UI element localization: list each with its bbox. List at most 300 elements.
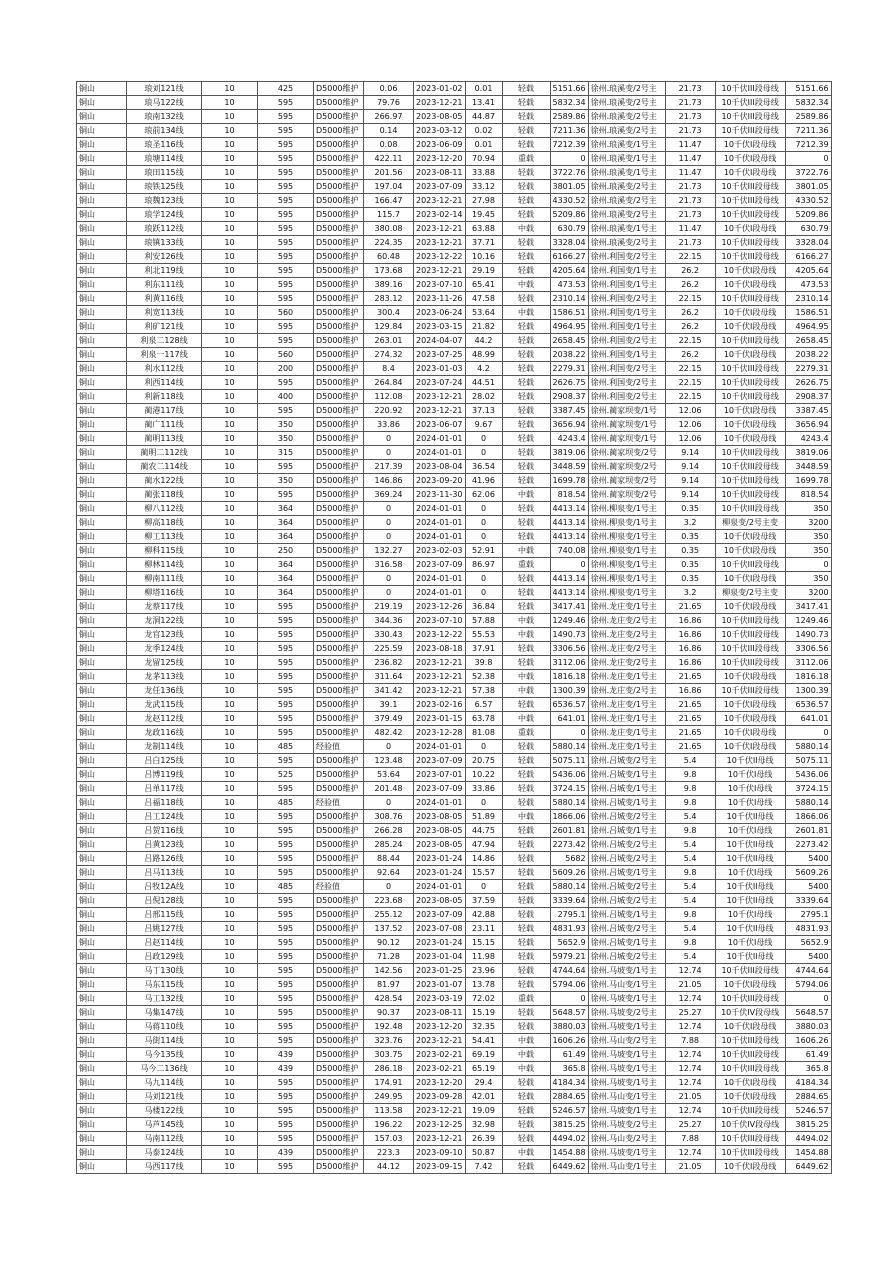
capacity-cell: 200 — [258, 362, 314, 376]
peak-current-cell: 0.08 — [364, 138, 414, 152]
line-name-cell: 利黄116线 — [127, 292, 202, 306]
peak-current-cell: 263.01 — [364, 334, 414, 348]
peak-current-cell: 266.28 — [364, 824, 414, 838]
table-body — [77, 82, 832, 1174]
capacity-cell: 595 — [258, 194, 314, 208]
area-cell: 铜山 — [77, 712, 127, 726]
available-capacity-cell: 641.01 — [785, 712, 831, 726]
line-name-cell: 马街114线 — [127, 1034, 202, 1048]
available-capacity-cell: 1454.88 — [785, 1146, 831, 1160]
load-status-cell: 轻载 — [502, 96, 550, 110]
load-status-cell: 轻载 — [502, 922, 550, 936]
source-cell: D5000维护 — [314, 404, 364, 418]
peak-date-cell: 2023-01-15 — [414, 712, 466, 726]
area-cell: 铜山 — [77, 306, 127, 320]
transformer-load-cell: 9.14 — [665, 446, 715, 460]
source-cell: D5000维护 — [314, 978, 364, 992]
peak-date-cell: 2023-08-18 — [414, 642, 466, 656]
voltage-cell: 10 — [202, 712, 258, 726]
source-cell: D5000维护 — [314, 768, 364, 782]
source-cell: D5000维护 — [314, 376, 364, 390]
transformer-cell: 徐州.马山变/1号主 — [588, 1090, 665, 1104]
load-rate-cell: 57.88 — [465, 614, 502, 628]
transformer-load-cell: 5.4 — [665, 950, 715, 964]
transformer-cell: 徐州.龙庄变/2号主 — [588, 614, 665, 628]
line-name-cell: 琅铁125线 — [127, 180, 202, 194]
source-cell: D5000维护 — [314, 572, 364, 586]
peak-current-cell: 286.18 — [364, 1062, 414, 1076]
area-cell: 铜山 — [77, 460, 127, 474]
peak-date-cell: 2023-03-19 — [414, 992, 466, 1006]
voltage-cell: 10 — [202, 614, 258, 628]
available-capacity-cell: 3112.06 — [785, 656, 831, 670]
peak-date-cell: 2023-09-15 — [414, 1160, 466, 1174]
capacity-cell: 595 — [258, 1132, 314, 1146]
area-cell: 铜山 — [77, 446, 127, 460]
area-cell: 铜山 — [77, 796, 127, 810]
peak-date-cell: 2023-07-24 — [414, 376, 466, 390]
peak-current-cell: 300.4 — [364, 306, 414, 320]
table-row — [77, 936, 832, 950]
table-row — [77, 222, 832, 236]
busbar-cell: 10千伏III段母线 — [715, 964, 785, 978]
capacity-cell: 425 — [258, 82, 314, 96]
load-status-cell: 轻载 — [502, 530, 550, 544]
line-name-cell: 吕单117线 — [127, 782, 202, 796]
load-status-cell: 轻载 — [502, 936, 550, 950]
busbar-cell: 10千伏III段母线 — [715, 642, 785, 656]
transformer-cell: 徐州.蔺家坝变/2号 — [588, 474, 665, 488]
table-row — [77, 992, 832, 1006]
transformer-cell: 徐州.柳泉变/1号主 — [588, 544, 665, 558]
table-row — [77, 208, 832, 222]
voltage-cell: 10 — [202, 334, 258, 348]
busbar-cell: 10千伏III段母线 — [715, 1048, 785, 1062]
capacity-cell: 595 — [258, 166, 314, 180]
peak-current-cell: 311.64 — [364, 670, 414, 684]
transformer-cell: 徐州.柳泉变/1号主 — [588, 530, 665, 544]
peak-date-cell: 2023-09-10 — [414, 1146, 466, 1160]
capacity-cell: 595 — [258, 824, 314, 838]
source-cell: D5000维护 — [314, 908, 364, 922]
peak-current-cell: 90.12 — [364, 936, 414, 950]
voltage-cell: 10 — [202, 726, 258, 740]
capacity-cell: 560 — [258, 348, 314, 362]
peak-date-cell: 2023-11-26 — [414, 292, 466, 306]
busbar-cell: 10千伏I母线 — [715, 768, 785, 782]
area-cell: 铜山 — [77, 698, 127, 712]
available-capacity-cell: 3656.94 — [785, 418, 831, 432]
transformer-cell: 徐州.利国变/2号主 — [588, 376, 665, 390]
capacity-cell: 350 — [258, 474, 314, 488]
capacity-cell: 485 — [258, 796, 314, 810]
transformer-load-cell: 21.73 — [665, 82, 715, 96]
area-cell: 铜山 — [77, 180, 127, 194]
transformer-cell: 徐州.马坡变/1号主 — [588, 1062, 665, 1076]
peak-current-cell: 123.48 — [364, 754, 414, 768]
load-rate-cell: 15.57 — [465, 866, 502, 880]
busbar-cell: 10千伏II母线 — [715, 838, 785, 852]
table-row — [77, 166, 832, 180]
transformer-load-cell: 11.47 — [665, 138, 715, 152]
busbar-cell: 10千伏I段母线 — [715, 740, 785, 754]
available-capacity-cell: 3339.64 — [785, 894, 831, 908]
load-rate-cell: 15.19 — [465, 1006, 502, 1020]
transformer-cell: 徐州.马坡变/1号主 — [588, 964, 665, 978]
area-cell: 铜山 — [77, 1090, 127, 1104]
busbar-cell: 10千伏I母线 — [715, 908, 785, 922]
source-cell: D5000维护 — [314, 348, 364, 362]
available-capacity-cell: 5609.26 — [785, 866, 831, 880]
peak-date-cell: 2023-12-21 — [414, 390, 466, 404]
busbar-cell: 10千伏III段母线 — [715, 250, 785, 264]
area-cell: 铜山 — [77, 488, 127, 502]
margin-cell: 4413.14 — [550, 572, 588, 586]
peak-current-cell: 0 — [364, 880, 414, 894]
load-status-cell: 中载 — [502, 488, 550, 502]
peak-current-cell: 389.16 — [364, 278, 414, 292]
line-name-cell: 蔺水122线 — [127, 474, 202, 488]
available-capacity-cell: 630.79 — [785, 222, 831, 236]
available-capacity-cell: 4494.02 — [785, 1132, 831, 1146]
table-row — [77, 306, 832, 320]
transformer-cell: 徐州.吕城变/2号主 — [588, 838, 665, 852]
peak-current-cell: 166.47 — [364, 194, 414, 208]
available-capacity-cell: 473.53 — [785, 278, 831, 292]
load-status-cell: 轻载 — [502, 194, 550, 208]
area-cell: 铜山 — [77, 138, 127, 152]
load-status-cell: 轻载 — [502, 138, 550, 152]
load-rate-cell: 0 — [465, 880, 502, 894]
busbar-cell: 10千伏III段母线 — [715, 1104, 785, 1118]
transformer-cell: 徐州.龙庄变/2号主 — [588, 656, 665, 670]
source-cell: D5000维护 — [314, 670, 364, 684]
source-cell: D5000维护 — [314, 194, 364, 208]
transformer-load-cell: 9.8 — [665, 796, 715, 810]
transformer-load-cell: 21.05 — [665, 978, 715, 992]
transformer-load-cell: 0.35 — [665, 502, 715, 516]
busbar-cell: 10千伏I段母线 — [715, 404, 785, 418]
available-capacity-cell: 4831.93 — [785, 922, 831, 936]
load-status-cell: 轻载 — [502, 124, 550, 138]
margin-cell: 4494.02 — [550, 1132, 588, 1146]
margin-cell: 2658.45 — [550, 334, 588, 348]
peak-current-cell: 115.7 — [364, 208, 414, 222]
table-row — [77, 558, 832, 572]
voltage-cell: 10 — [202, 656, 258, 670]
margin-cell: 2795.1 — [550, 908, 588, 922]
available-capacity-cell: 350 — [785, 544, 831, 558]
transformer-load-cell: 21.73 — [665, 180, 715, 194]
load-status-cell: 轻载 — [502, 320, 550, 334]
margin-cell: 5609.26 — [550, 866, 588, 880]
area-cell: 铜山 — [77, 1048, 127, 1062]
available-capacity-cell: 3328.04 — [785, 236, 831, 250]
capacity-cell: 595 — [258, 908, 314, 922]
available-capacity-cell: 5151.66 — [785, 82, 831, 96]
transformer-load-cell: 12.06 — [665, 404, 715, 418]
line-name-cell: 蔺明113线 — [127, 432, 202, 446]
transformer-cell: 徐州.利国变/2号主 — [588, 250, 665, 264]
source-cell: D5000维护 — [314, 866, 364, 880]
capacity-cell: 595 — [258, 656, 314, 670]
margin-cell: 2310.14 — [550, 292, 588, 306]
area-cell: 铜山 — [77, 656, 127, 670]
table-row — [77, 838, 832, 852]
area-cell: 铜山 — [77, 194, 127, 208]
transformer-load-cell: 16.86 — [665, 656, 715, 670]
busbar-cell: 10千伏I段母线 — [715, 138, 785, 152]
load-status-cell: 中载 — [502, 628, 550, 642]
margin-cell: 5880.14 — [550, 796, 588, 810]
margin-cell: 1454.88 — [550, 1146, 588, 1160]
capacity-cell: 595 — [258, 992, 314, 1006]
area-cell: 铜山 — [77, 782, 127, 796]
voltage-cell: 10 — [202, 1146, 258, 1160]
transformer-cell: 徐州.琅溪变/1号主 — [588, 166, 665, 180]
capacity-cell: 595 — [258, 978, 314, 992]
line-name-cell: 马芦145线 — [127, 1118, 202, 1132]
source-cell: D5000维护 — [314, 110, 364, 124]
line-name-cell: 利水112线 — [127, 362, 202, 376]
peak-date-cell: 2023-12-21 — [414, 1132, 466, 1146]
load-status-cell: 轻载 — [502, 698, 550, 712]
area-cell: 铜山 — [77, 348, 127, 362]
source-cell: D5000维护 — [314, 530, 364, 544]
load-status-cell: 轻载 — [502, 264, 550, 278]
line-name-cell: 蔺农二114线 — [127, 460, 202, 474]
table-row — [77, 348, 832, 362]
transformer-load-cell: 16.86 — [665, 642, 715, 656]
busbar-cell: 10千伏III段母线 — [715, 124, 785, 138]
peak-date-cell: 2024-04-07 — [414, 334, 466, 348]
table-row — [77, 278, 832, 292]
load-rate-cell: 37.13 — [465, 404, 502, 418]
peak-current-cell: 0.06 — [364, 82, 414, 96]
load-status-cell: 轻载 — [502, 964, 550, 978]
transformer-load-cell: 0.35 — [665, 544, 715, 558]
line-name-cell: 柳南111线 — [127, 572, 202, 586]
peak-date-cell: 2024-01-01 — [414, 432, 466, 446]
load-status-cell: 轻载 — [502, 1118, 550, 1132]
peak-current-cell: 0 — [364, 502, 414, 516]
transformer-load-cell: 22.15 — [665, 376, 715, 390]
busbar-cell: 10千伏I段母线 — [715, 1076, 785, 1090]
line-name-cell: 琅学124线 — [127, 208, 202, 222]
transformer-cell: 徐州.马坡变/1号主 — [588, 1076, 665, 1090]
source-cell: D5000维护 — [314, 782, 364, 796]
area-cell: 铜山 — [77, 572, 127, 586]
source-cell: D5000维护 — [314, 726, 364, 740]
peak-current-cell: 255.12 — [364, 908, 414, 922]
load-status-cell: 轻载 — [502, 110, 550, 124]
load-rate-cell: 10.22 — [465, 768, 502, 782]
capacity-cell: 595 — [258, 110, 314, 124]
table-row — [77, 530, 832, 544]
peak-date-cell: 2023-03-15 — [414, 320, 466, 334]
voltage-cell: 10 — [202, 194, 258, 208]
capacity-cell: 595 — [258, 936, 314, 950]
busbar-cell: 10千伏I母线 — [715, 782, 785, 796]
available-capacity-cell: 2279.31 — [785, 362, 831, 376]
peak-current-cell: 192.48 — [364, 1020, 414, 1034]
load-status-cell: 轻载 — [502, 236, 550, 250]
peak-date-cell: 2023-07-09 — [414, 754, 466, 768]
transformer-load-cell: 26.2 — [665, 348, 715, 362]
transformer-cell: 徐州.利国变/1号主 — [588, 264, 665, 278]
available-capacity-cell: 3417.41 — [785, 600, 831, 614]
peak-date-cell: 2023-07-01 — [414, 768, 466, 782]
table-row — [77, 1118, 832, 1132]
transformer-cell: 徐州.蔺家坝变/2号 — [588, 460, 665, 474]
source-cell: D5000维护 — [314, 446, 364, 460]
margin-cell: 3724.15 — [550, 782, 588, 796]
available-capacity-cell: 2626.75 — [785, 376, 831, 390]
load-rate-cell: 33.12 — [465, 180, 502, 194]
table-row — [77, 964, 832, 978]
transformer-cell: 徐州.龙庄变/1号主 — [588, 712, 665, 726]
transformer-load-cell: 12.74 — [665, 1104, 715, 1118]
table-row — [77, 740, 832, 754]
load-status-cell: 轻载 — [502, 1160, 550, 1174]
load-rate-cell: 0 — [465, 586, 502, 600]
transformer-cell: 徐州.琅溪变/1号主 — [588, 152, 665, 166]
transformer-cell: 徐州.吕城变/1号主 — [588, 768, 665, 782]
capacity-cell: 595 — [258, 222, 314, 236]
area-cell: 铜山 — [77, 432, 127, 446]
table-row — [77, 712, 832, 726]
source-cell: D5000维护 — [314, 488, 364, 502]
transformer-cell: 徐州.柳泉变/1号主 — [588, 516, 665, 530]
source-cell: D5000维护 — [314, 852, 364, 866]
peak-date-cell: 2023-12-22 — [414, 250, 466, 264]
peak-current-cell: 482.42 — [364, 726, 414, 740]
peak-date-cell: 2023-08-05 — [414, 110, 466, 124]
peak-current-cell: 88.44 — [364, 852, 414, 866]
peak-current-cell: 81.97 — [364, 978, 414, 992]
area-cell: 铜山 — [77, 390, 127, 404]
load-status-cell: 轻载 — [502, 838, 550, 852]
area-cell: 铜山 — [77, 250, 127, 264]
peak-date-cell: 2023-08-05 — [414, 810, 466, 824]
transformer-load-cell: 25.27 — [665, 1118, 715, 1132]
busbar-cell: 10千伏III段母线 — [715, 628, 785, 642]
peak-date-cell: 2023-08-11 — [414, 1006, 466, 1020]
line-name-cell: 龙留125线 — [127, 656, 202, 670]
peak-current-cell: 157.03 — [364, 1132, 414, 1146]
area-cell: 铜山 — [77, 838, 127, 852]
source-cell: D5000维护 — [314, 180, 364, 194]
area-cell: 铜山 — [77, 586, 127, 600]
capacity-cell: 350 — [258, 432, 314, 446]
load-rate-cell: 0.01 — [465, 82, 502, 96]
table-row — [77, 572, 832, 586]
load-rate-cell: 65.41 — [465, 278, 502, 292]
margin-cell: 2908.37 — [550, 390, 588, 404]
source-cell: D5000维护 — [314, 600, 364, 614]
voltage-cell: 10 — [202, 782, 258, 796]
peak-date-cell: 2023-01-02 — [414, 82, 466, 96]
busbar-cell: 10千伏III段母线 — [715, 96, 785, 110]
peak-date-cell: 2023-02-03 — [414, 544, 466, 558]
available-capacity-cell: 6449.62 — [785, 1160, 831, 1174]
voltage-cell: 10 — [202, 208, 258, 222]
load-rate-cell: 0 — [465, 432, 502, 446]
margin-cell: 5075.11 — [550, 754, 588, 768]
capacity-cell: 595 — [258, 964, 314, 978]
available-capacity-cell: 5648.57 — [785, 1006, 831, 1020]
available-capacity-cell: 2310.14 — [785, 292, 831, 306]
capacity-cell: 595 — [258, 922, 314, 936]
transformer-cell: 徐州.柳泉变/1号主 — [588, 558, 665, 572]
margin-cell: 2273.42 — [550, 838, 588, 852]
available-capacity-cell: 5436.06 — [785, 768, 831, 782]
peak-current-cell: 316.58 — [364, 558, 414, 572]
available-capacity-cell: 4330.52 — [785, 194, 831, 208]
capacity-cell: 595 — [258, 320, 314, 334]
transformer-load-cell: 21.73 — [665, 194, 715, 208]
source-cell: D5000维护 — [314, 1020, 364, 1034]
load-status-cell: 轻载 — [502, 82, 550, 96]
load-rate-cell: 48.99 — [465, 348, 502, 362]
source-cell: D5000维护 — [314, 950, 364, 964]
load-rate-cell: 72.02 — [465, 992, 502, 1006]
capacity-cell: 595 — [258, 852, 314, 866]
transformer-cell: 徐州.琅溪变/2号主 — [588, 124, 665, 138]
area-cell: 铜山 — [77, 292, 127, 306]
busbar-cell: 柳泉变/2号主变 — [715, 516, 785, 530]
available-capacity-cell: 5400 — [785, 950, 831, 964]
transformer-cell: 徐州.琅溪变/2号主 — [588, 194, 665, 208]
table-row — [77, 334, 832, 348]
capacity-cell: 595 — [258, 726, 314, 740]
load-status-cell: 轻载 — [502, 460, 550, 474]
load-rate-cell: 26.39 — [465, 1132, 502, 1146]
busbar-cell: 10千伏III段母线 — [715, 684, 785, 698]
line-name-cell: 琅前134线 — [127, 124, 202, 138]
peak-current-cell: 379.49 — [364, 712, 414, 726]
busbar-cell: 10千伏III段母线 — [715, 236, 785, 250]
transformer-cell: 徐州.吕城变/2号主 — [588, 922, 665, 936]
peak-current-cell: 219.19 — [364, 600, 414, 614]
peak-current-cell: 323.76 — [364, 1034, 414, 1048]
available-capacity-cell: 350 — [785, 502, 831, 516]
peak-current-cell: 60.48 — [364, 250, 414, 264]
busbar-cell: 10千伏III段母线 — [715, 614, 785, 628]
peak-date-cell: 2023-12-20 — [414, 1076, 466, 1090]
busbar-cell: 10千伏II母线 — [715, 950, 785, 964]
margin-cell: 1249.46 — [550, 614, 588, 628]
margin-cell: 5880.14 — [550, 880, 588, 894]
source-cell: D5000维护 — [314, 922, 364, 936]
transformer-load-cell: 3.2 — [665, 516, 715, 530]
area-cell: 铜山 — [77, 824, 127, 838]
transformer-load-cell: 25.27 — [665, 1006, 715, 1020]
available-capacity-cell: 2601.81 — [785, 824, 831, 838]
margin-cell: 4744.64 — [550, 964, 588, 978]
source-cell: D5000维护 — [314, 684, 364, 698]
source-cell: D5000维护 — [314, 1118, 364, 1132]
peak-current-cell: 0 — [364, 572, 414, 586]
source-cell: D5000维护 — [314, 1062, 364, 1076]
voltage-cell: 10 — [202, 628, 258, 642]
transformer-cell: 徐州.吕城变/1号主 — [588, 824, 665, 838]
area-cell: 铜山 — [77, 1146, 127, 1160]
available-capacity-cell: 5880.14 — [785, 740, 831, 754]
available-capacity-cell: 5880.14 — [785, 796, 831, 810]
source-cell: D5000维护 — [314, 1034, 364, 1048]
transformer-load-cell: 26.2 — [665, 278, 715, 292]
